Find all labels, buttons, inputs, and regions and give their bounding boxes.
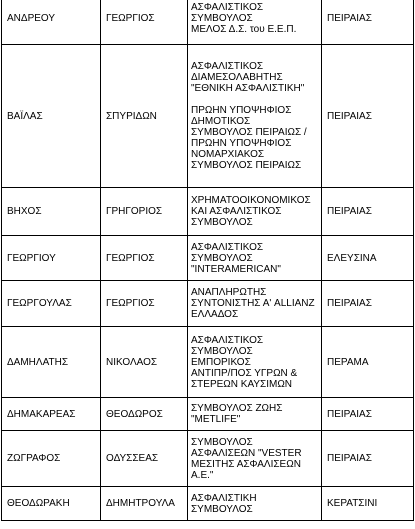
city-cell: ΕΛΕΥΣΙΝΑ xyxy=(322,236,414,281)
table-row xyxy=(2,236,414,281)
surname-cell: ΔΗΜΑΚΑΡΕΑΣ xyxy=(2,398,101,431)
description-cell: ΣΥΜΒΟΥΛΟΣ ΖΩΗΣ "METLIFE" xyxy=(188,398,322,431)
candidates-table xyxy=(1,0,414,521)
surname-cell: ΘΕΟΔΩΡΑΚΗ xyxy=(2,487,101,521)
city-cell: ΠΕΡΑΜΑ xyxy=(322,327,414,398)
description-cell: ΑΣΦΑΛΙΣΤΙΚΟΣ ΔΙΑΜΕΣΟΛΑΒΗΤΗΣ "ΕΘΝΙΚΗ ΑΣΦΑΛΙΣΤΙΚΗ" ΠΡΩΗΝ ΥΠΟΨΗΦΙΟΣ ΔΗΜΟΤΙΚΟΣ ΣΥΜΒΟΥΛΟΣ ΠΕΙΡΑΙΩΣ / ΠΡΩΗΝ ΥΠΟΨΗΦΙΟΣ ΝΟΜΑΡΧΙΑΚΟΣ ΣΥΜΒΟΥΛΟΣ ΠΕΙΡΑΙΩΣ xyxy=(188,45,322,188)
first-name-cell: ΟΔΥΣΣΕΑΣ xyxy=(101,431,188,487)
description-cell: ΑΣΦΑΛΙΣΤΙΚΗ ΣΥΜΒΟΥΛΟΣ xyxy=(188,487,322,521)
first-name-cell: ΓΕΩΡΓΙΟΣ xyxy=(101,236,188,281)
surname-cell: ΑΝΔΡΕΟΥ xyxy=(2,0,101,45)
description-cell: ΑΝΑΠΛΗΡΩΤΗΣ ΣΥΝΤΟΝΙΣΤΗΣ Α' ALLIANZ ΕΛΛΑΔΟΣ xyxy=(188,281,322,327)
first-name-cell: ΓΡΗΓΟΡΙΟΣ xyxy=(101,188,188,236)
surname-cell: ΓΕΩΡΓΙΟΥ xyxy=(2,236,101,281)
first-name-cell: ΘΕΟΔΩΡΟΣ xyxy=(101,398,188,431)
city-cell: ΚΕΡΑΤΣΙΝΙ xyxy=(322,487,414,521)
table-row xyxy=(2,398,414,431)
surname-cell: ΒΑΪΛΑΣ xyxy=(2,45,101,188)
city-cell: ΠΕΙΡΑΙΑΣ xyxy=(322,45,414,188)
surname-cell: ΓΕΩΡΓΟΥΛΑΣ xyxy=(2,281,101,327)
city-cell: ΠΕΙΡΑΙΑΣ xyxy=(322,0,414,45)
surname-cell: ΒΗΧΟΣ xyxy=(2,188,101,236)
surname-cell: ΖΩΓΡΑΦΟΣ xyxy=(2,431,101,487)
description-cell: ΣΥΜΒΟΥΛΟΣ ΑΣΦΑΛΙΣΕΩΝ "VESTER ΜΕΣΙΤΗΣ ΑΣΦΑΛΙΣΕΩΝ Α.Ε." xyxy=(188,431,322,487)
description-cell: ΑΣΦΑΛΙΣΤΙΚΟΣ ΣΥΜΒΟΥΛΟΣ "INTERAMERICAN" xyxy=(188,236,322,281)
first-name-cell: ΝΙΚΟΛΑΟΣ xyxy=(101,327,188,398)
description-cell: ΑΣΦΑΛΙΣΤΙΚΟΣ ΣΥΜΒΟΥΛΟΣ ΕΜΠΟΡΙΚΟΣ ΑΝΤΙΠΡ/ΠΟΣ ΥΓΡΩΝ & ΣΤΕΡΕΩΝ ΚΑΥΣΙΜΩΝ xyxy=(188,327,322,398)
first-name-cell: ΓΕΩΡΓΙΟΣ xyxy=(101,0,188,45)
table-row xyxy=(2,0,414,45)
surname-cell: ΔΑΜΗΛΑΤΗΣ xyxy=(2,327,101,398)
first-name-cell: ΣΠΥΡΙΔΩΝ xyxy=(101,45,188,188)
city-cell: ΠΕΙΡΑΙΑΣ xyxy=(322,398,414,431)
description-cell: ΧΡΗΜΑΤΟΟΙΚΟΝΟΜΙΚΟΣ ΚΑΙ ΑΣΦΑΛΙΣΤΙΚΟΣ ΣΥΜΒΟΥΛΟΣ xyxy=(188,188,322,236)
city-cell: ΠΕΙΡΑΙΑΣ xyxy=(322,188,414,236)
table-row xyxy=(2,327,414,398)
table-row xyxy=(2,431,414,487)
description-cell: ΑΣΦΑΛΙΣΤΙΚΟΣ ΣΥΜΒΟΥΛΟΣ ΜΕΛΟΣ Δ.Σ. του Ε.Ε.Π. xyxy=(188,0,322,45)
city-cell: ΠΕΙΡΑΙΑΣ xyxy=(322,281,414,327)
table-row xyxy=(2,281,414,327)
first-name-cell: ΓΕΩΡΓΙΟΣ xyxy=(101,281,188,327)
table-row xyxy=(2,188,414,236)
first-name-cell: ΔΗΜΗΤΡΟΥΛΑ xyxy=(101,487,188,521)
table-row xyxy=(2,487,414,521)
table-row xyxy=(2,45,414,188)
city-cell: ΠΕΙΡΑΙΑΣ xyxy=(322,431,414,487)
